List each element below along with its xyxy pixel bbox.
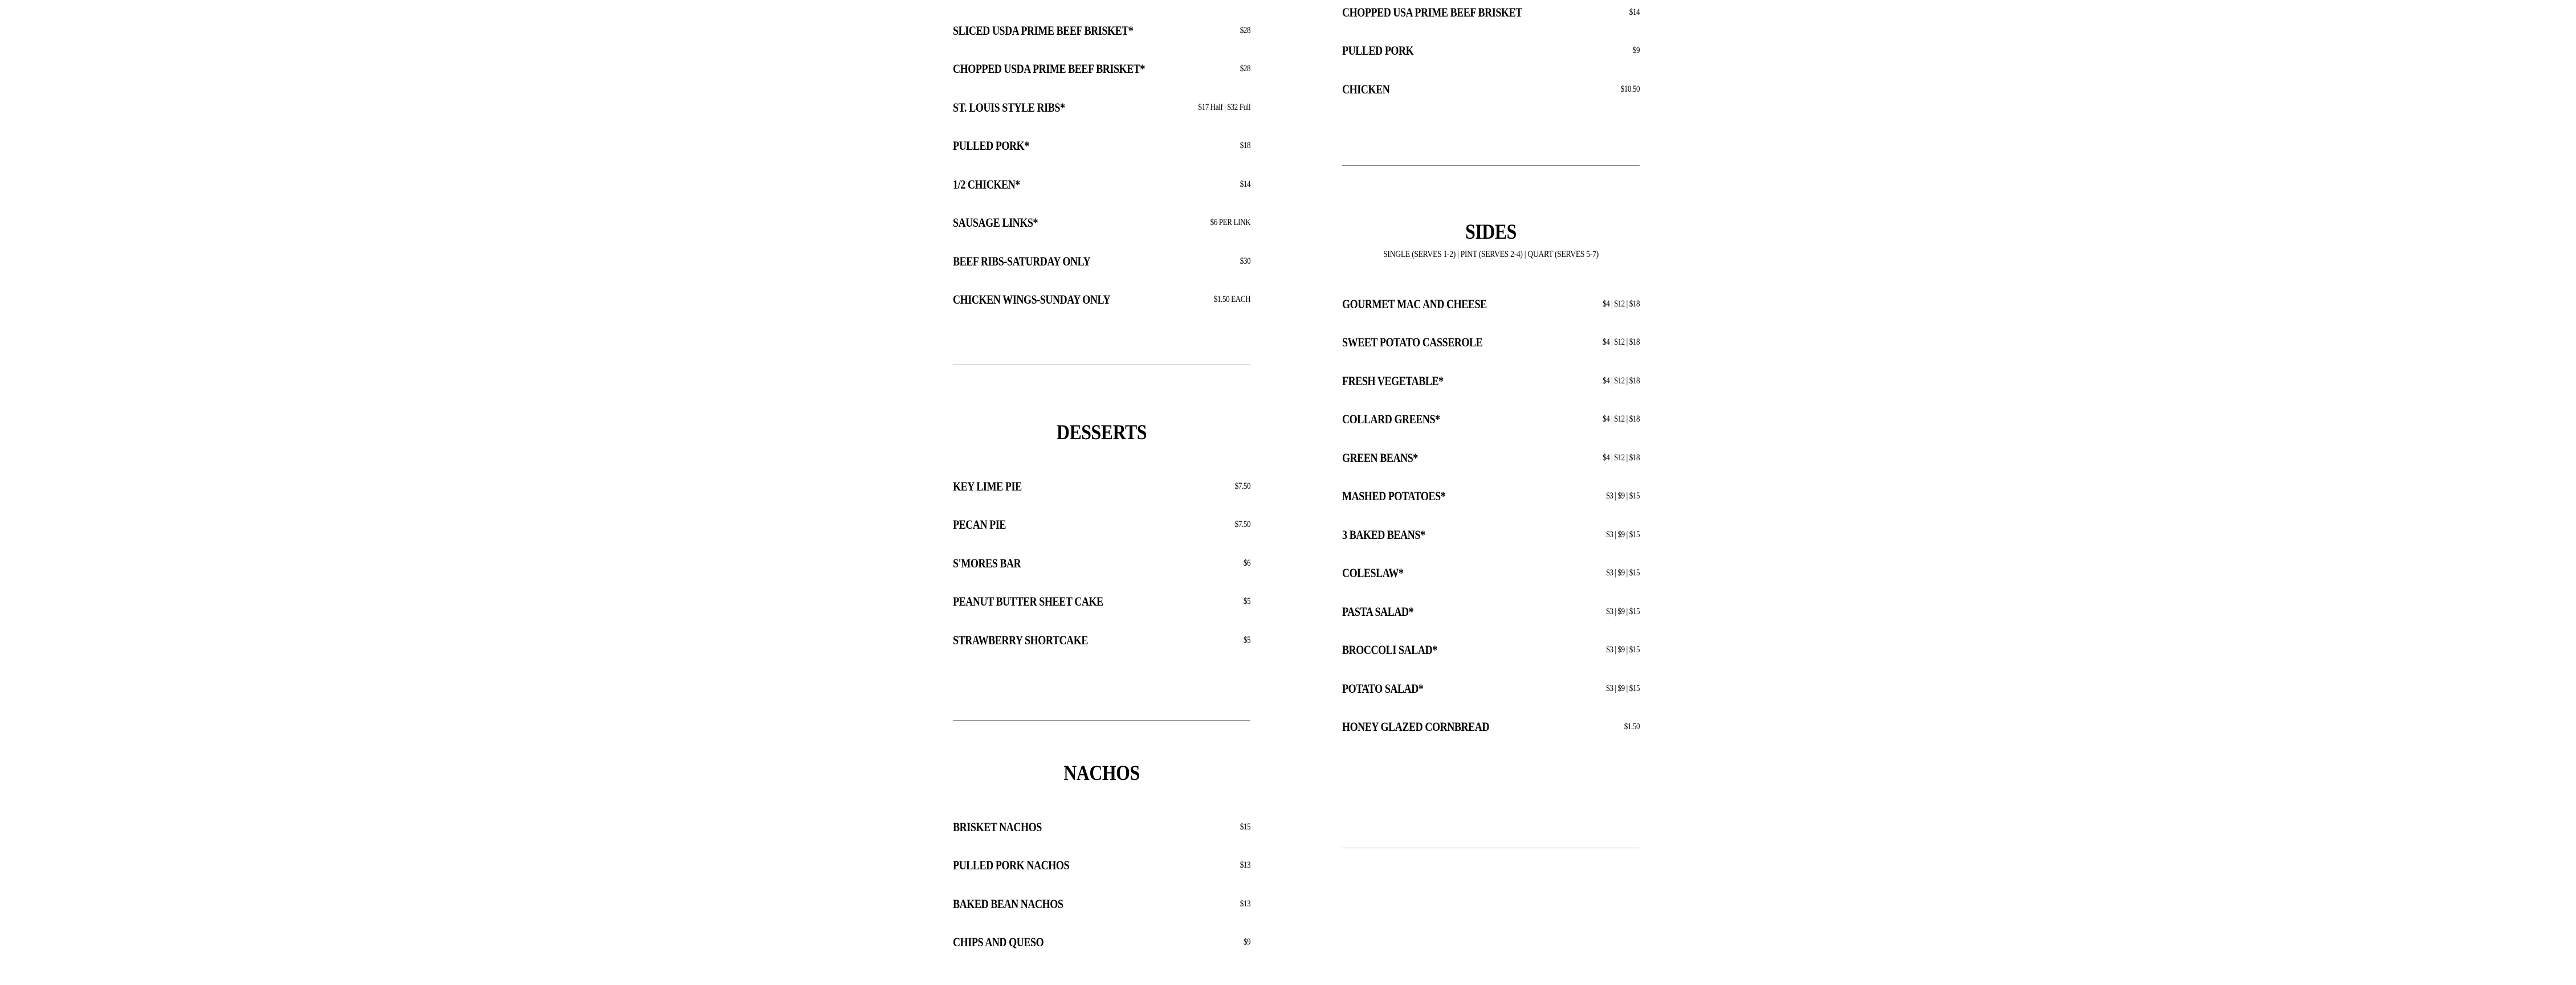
menu-item-price: $3 | $9 | $15 [1606,606,1640,616]
menu-item-price: $14 [1240,179,1251,189]
menu-item [1342,669,1640,708]
menu-item-name: CHOPPED USDA PRIME BEEF BRISKET* [953,62,1146,76]
menu-item-price: $30 [1240,256,1251,266]
menu-item-price: $4 | $12 | $18 [1603,299,1640,309]
menu-item-price: $3 | $9 | $15 [1606,529,1640,539]
menu-item-price: $9 [1243,937,1251,947]
menu-item-name: BEEF RIBS-SATURDAY ONLY [953,254,1091,268]
nachos-list [953,808,1250,962]
menu-item-price: $4 | $12 | $18 [1603,337,1640,348]
menu-item-name: BRISKET NACHOS [953,819,1042,834]
menu-item-price: $7.50 [1234,481,1251,491]
menu-item-name: PASTA SALAD* [1342,604,1414,619]
menu-item-name: MASHED POTATOES* [1342,489,1446,504]
menu-item [1342,477,1640,516]
menu-item-name: CHOPPED USA PRIME BEEF BRISKET [1342,5,1522,19]
desserts-list [953,467,1250,660]
section-divider [1342,165,1640,166]
menu-item-name: COLESLAW* [1342,566,1404,581]
menu-item-price: $17 Half | $32 Full [1198,102,1251,112]
menu-item-name: GREEN BEANS* [1342,450,1418,465]
menu-item-name: BAKED BEAN NACHOS [953,896,1063,911]
menu-item-price: $4 | $12 | $18 [1603,452,1640,463]
menu-item-price: $6 [1243,558,1251,568]
menu-item-name: STRAWBERRY SHORTCAKE [953,632,1088,647]
sandwiches-list [1342,0,1640,109]
menu-item-price: $4 | $12 | $18 [1603,375,1640,386]
menu-item [1342,32,1640,71]
menu-item-price: $13 [1240,898,1251,909]
sides-list [1342,285,1640,746]
menu-item [1342,554,1640,593]
menu-item [1342,0,1640,32]
sides-serving-sizes: SINGLE (SERVES 1-2) | PINT (SERVES 2-4) | QUART (SERVES 5-7) [1383,250,1599,259]
menu-item-name: CHICKEN [1342,81,1390,96]
menu-item [953,11,1250,50]
menu-item-price: $14 [1629,7,1640,17]
menu-item-name: SLICED USDA PRIME BEEF BRISKET* [953,23,1134,38]
menu-item [1342,362,1640,400]
menu-item-name: SWEET POTATO CASSEROLE [1342,335,1483,350]
menu-item-price: $4 | $12 | $18 [1603,414,1640,424]
menu-item-name: ST. LOUIS STYLE RIBS* [953,100,1065,115]
menu-item-price: $28 [1240,25,1251,35]
menu-item-name: PULLED PORK [1342,43,1414,58]
menu-item-price: $5 [1243,635,1251,645]
menu-item-name: BROCCOLI SALAD* [1342,643,1437,657]
menu-item [1342,400,1640,439]
menu-item-name: GOURMET MAC AND CHEESE [1342,296,1487,311]
menu-item [953,204,1250,243]
menu-item-price: $1.50 EACH [1213,295,1251,305]
menu-item [953,847,1250,885]
menu-item-name: PULLED PORK NACHOS [953,858,1070,873]
menu-item-price: $1.50 [1624,722,1640,732]
menu-item [953,127,1250,166]
menu-item-name: POTATO SALAD* [1342,681,1424,696]
menu-item [1342,324,1640,362]
menu-item-name: 1/2 CHICKEN* [953,177,1020,191]
menu-item [1342,516,1640,554]
menu-item-price: $10.50 [1620,84,1640,94]
menu-item [1342,285,1640,324]
menu-item-name: SAUSAGE LINKS* [953,215,1038,230]
menu-item [953,50,1250,89]
menu-item [953,583,1250,622]
menu-item-name: CHIPS AND QUESO [953,935,1044,950]
menu-item [953,281,1250,320]
menu-item-name: COLLARD GREENS* [1342,412,1440,427]
menu-item-price: $18 [1240,141,1251,151]
menu-item [953,808,1250,847]
menu-item-price: $13 [1240,860,1251,870]
menu-item-price: $3 | $9 | $15 [1606,645,1640,655]
meats-list [953,11,1250,319]
menu-item-price: $6 PER LINK [1210,218,1251,228]
menu-item-price: $28 [1240,64,1251,74]
menu-item [953,88,1250,127]
menu-item [953,621,1250,660]
menu-item-price: $9 [1632,46,1640,56]
sides-title: SIDES [1465,220,1517,244]
menu-item [1342,708,1640,747]
menu-item [953,885,1250,923]
menu-item-price: $15 [1240,821,1251,832]
menu-item-name: 3 BAKED BEANS* [1342,527,1425,542]
menu-item-price: $5 [1243,596,1251,607]
menu-item-name: KEY LIME PIE [953,479,1022,493]
menu-item-name: HONEY GLAZED CORNBREAD [1342,720,1489,734]
menu-item-name: PULLED PORK* [953,138,1029,153]
menu-item [953,165,1250,204]
section-divider [953,720,1250,721]
menu-item [953,544,1250,583]
menu-item [1342,631,1640,670]
desserts-title: DESSERTS [1056,421,1147,444]
menu-item-name: PEANUT BUTTER SHEET CAKE [953,594,1103,609]
menu-item-price: $3 | $9 | $15 [1606,491,1640,501]
menu-item-name: FRESH VEGETABLE* [1342,373,1444,388]
menu-item-name: S'MORES BAR [953,555,1021,570]
menu-item [1342,592,1640,631]
menu-item [953,467,1250,506]
nachos-title: NACHOS [1063,762,1140,785]
menu-item-price: $3 | $9 | $15 [1606,568,1640,578]
menu-item-price: $7.50 [1234,520,1251,530]
menu-item [1342,70,1640,109]
menu-item [953,923,1250,962]
menu-item [1342,439,1640,477]
menu-item-name: CHICKEN WINGS-SUNDAY ONLY [953,292,1111,307]
menu-item [953,506,1250,545]
menu-item-price: $3 | $9 | $15 [1606,683,1640,693]
menu-item [953,242,1250,281]
menu-item-name: PECAN PIE [953,517,1006,532]
